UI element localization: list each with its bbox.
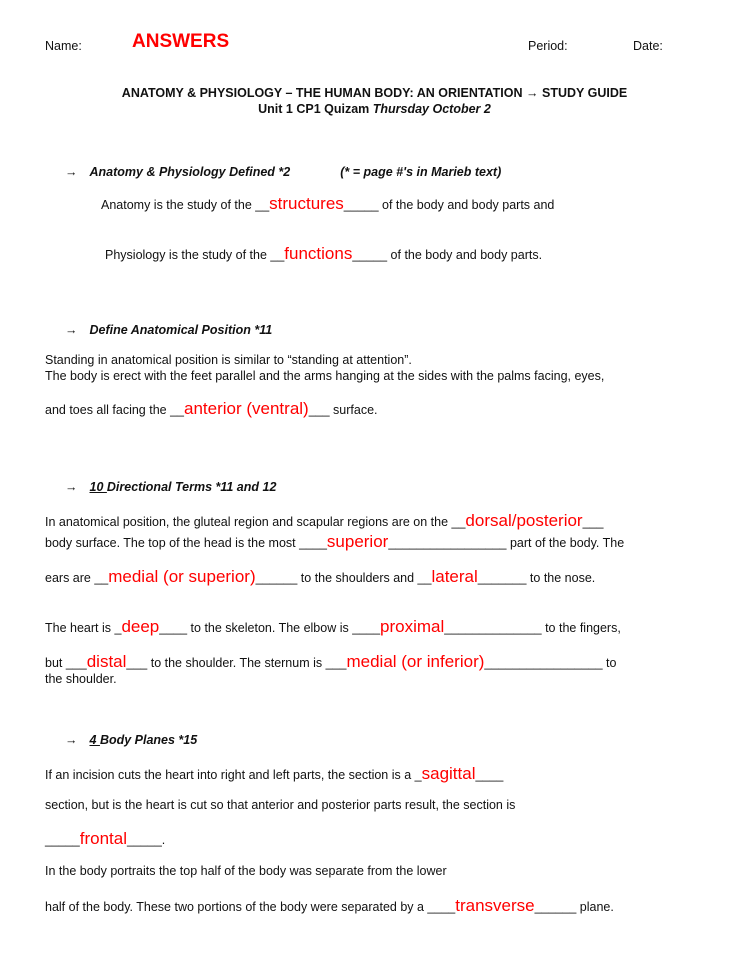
answer: lateral (431, 567, 478, 586)
section-heading-1 (65, 164, 501, 180)
text: ______________ to the fingers, (444, 621, 621, 635)
text: In anatomical position, the gluteal region and scapular regions are on the __ (45, 515, 466, 529)
answer: distal (86, 652, 127, 671)
answer: medial (or superior) (108, 567, 256, 586)
answer: superior (326, 532, 389, 551)
section-heading-2 (65, 322, 272, 338)
fill-line (45, 766, 503, 783)
period-label: Period: (528, 39, 568, 53)
paragraph-line: the shoulder. (45, 672, 117, 686)
paragraph-line: The body is erect with the feet parallel and the arms hanging at the sides with the palms facing, eyes, (45, 369, 605, 383)
text: ____ to the skeleton. The elbow is ____ (159, 621, 381, 635)
answer: transverse (455, 896, 535, 915)
anterior-sentence (45, 401, 378, 418)
arrow-icon: → (526, 86, 539, 100)
title-end: STUDY GUIDE (541, 86, 628, 100)
doc-title (0, 85, 749, 101)
subtitle-text: Unit 1 CP1 Quizam (258, 102, 373, 116)
section-heading-3 (65, 479, 276, 495)
fill-line (45, 534, 624, 551)
paragraph-line: In the body portraits the top half of the body was separate from the lower (45, 864, 447, 878)
doc-subtitle (0, 101, 749, 117)
physiology-sentence (105, 246, 542, 263)
answer: sagittal (421, 764, 476, 783)
text: The heart is _ (45, 621, 122, 635)
heading-number: 10 (89, 480, 107, 494)
text: _____ of the body and body parts and (343, 198, 555, 212)
section-heading-4 (65, 732, 197, 748)
fill-line (45, 898, 614, 915)
text: ___ surface. (308, 403, 378, 417)
text: _____ of the body and body parts. (352, 248, 543, 262)
name-value: ANSWERS (132, 31, 230, 52)
text: _________________ to (484, 656, 617, 670)
subtitle-date: Thursday October 2 (372, 102, 491, 116)
arrow-icon: → (65, 480, 78, 494)
fill-line (45, 831, 165, 848)
text: ___ (582, 515, 604, 529)
answer: frontal (79, 829, 128, 848)
text: Physiology is the study of the __ (105, 248, 285, 262)
fill-line (45, 569, 595, 586)
heading-text: Anatomy & Physiology Defined *2 (89, 165, 291, 179)
heading-number: 4 (89, 733, 100, 747)
answer: functions (284, 244, 353, 263)
heading-note: (* = page #'s in Marieb text) (340, 165, 502, 179)
anatomy-sentence (101, 196, 554, 213)
answer: medial (or inferior) (346, 652, 485, 671)
text: _____ (45, 833, 80, 847)
answer: deep (121, 617, 160, 636)
fill-line (45, 513, 603, 530)
title-text: ANATOMY & PHYSIOLOGY – THE HUMAN BODY: AN ORIENTATION (121, 86, 523, 100)
text: ______ to the shoulders and __ (255, 571, 432, 585)
fill-line (45, 619, 621, 636)
arrow-icon: → (65, 165, 78, 179)
text: ______ plane. (534, 900, 614, 914)
heading-text: Directional Terms *11 and 12 (106, 480, 277, 494)
answer: dorsal/posterior (465, 511, 583, 530)
answer: anterior (ventral) (184, 399, 309, 418)
date-label: Date: (633, 39, 663, 53)
name-label: Name: (45, 39, 82, 53)
text: _____. (127, 833, 166, 847)
text: If an incision cuts the heart into right and left parts, the section is a _ (45, 768, 422, 782)
text: ___ to the shoulder. The sternum is ___ (126, 656, 347, 670)
answer: proximal (380, 617, 445, 636)
text: but ___ (45, 656, 87, 670)
fill-line (45, 654, 617, 671)
text: half of the body. These two portions of the body were separated by a ____ (45, 900, 456, 914)
arrow-icon: → (65, 733, 78, 747)
text: and toes all facing the __ (45, 403, 184, 417)
text: _________________ part of the body. The (388, 536, 625, 550)
paragraph-line: section, but is the heart is cut so that anterior and posterior parts result, the section is (45, 798, 516, 812)
text: ____ (475, 768, 504, 782)
arrow-icon: → (65, 323, 78, 337)
paragraph-line: Standing in anatomical position is similar to “standing at attention”. (45, 353, 412, 367)
text: Anatomy is the study of the __ (101, 198, 270, 212)
heading-text: Define Anatomical Position *11 (89, 323, 273, 337)
text: ears are __ (45, 571, 109, 585)
text: body surface. The top of the head is the most ____ (45, 536, 327, 550)
text: _______ to the nose. (477, 571, 596, 585)
answer: structures (269, 194, 344, 213)
heading-text: Body Planes *15 (99, 733, 198, 747)
